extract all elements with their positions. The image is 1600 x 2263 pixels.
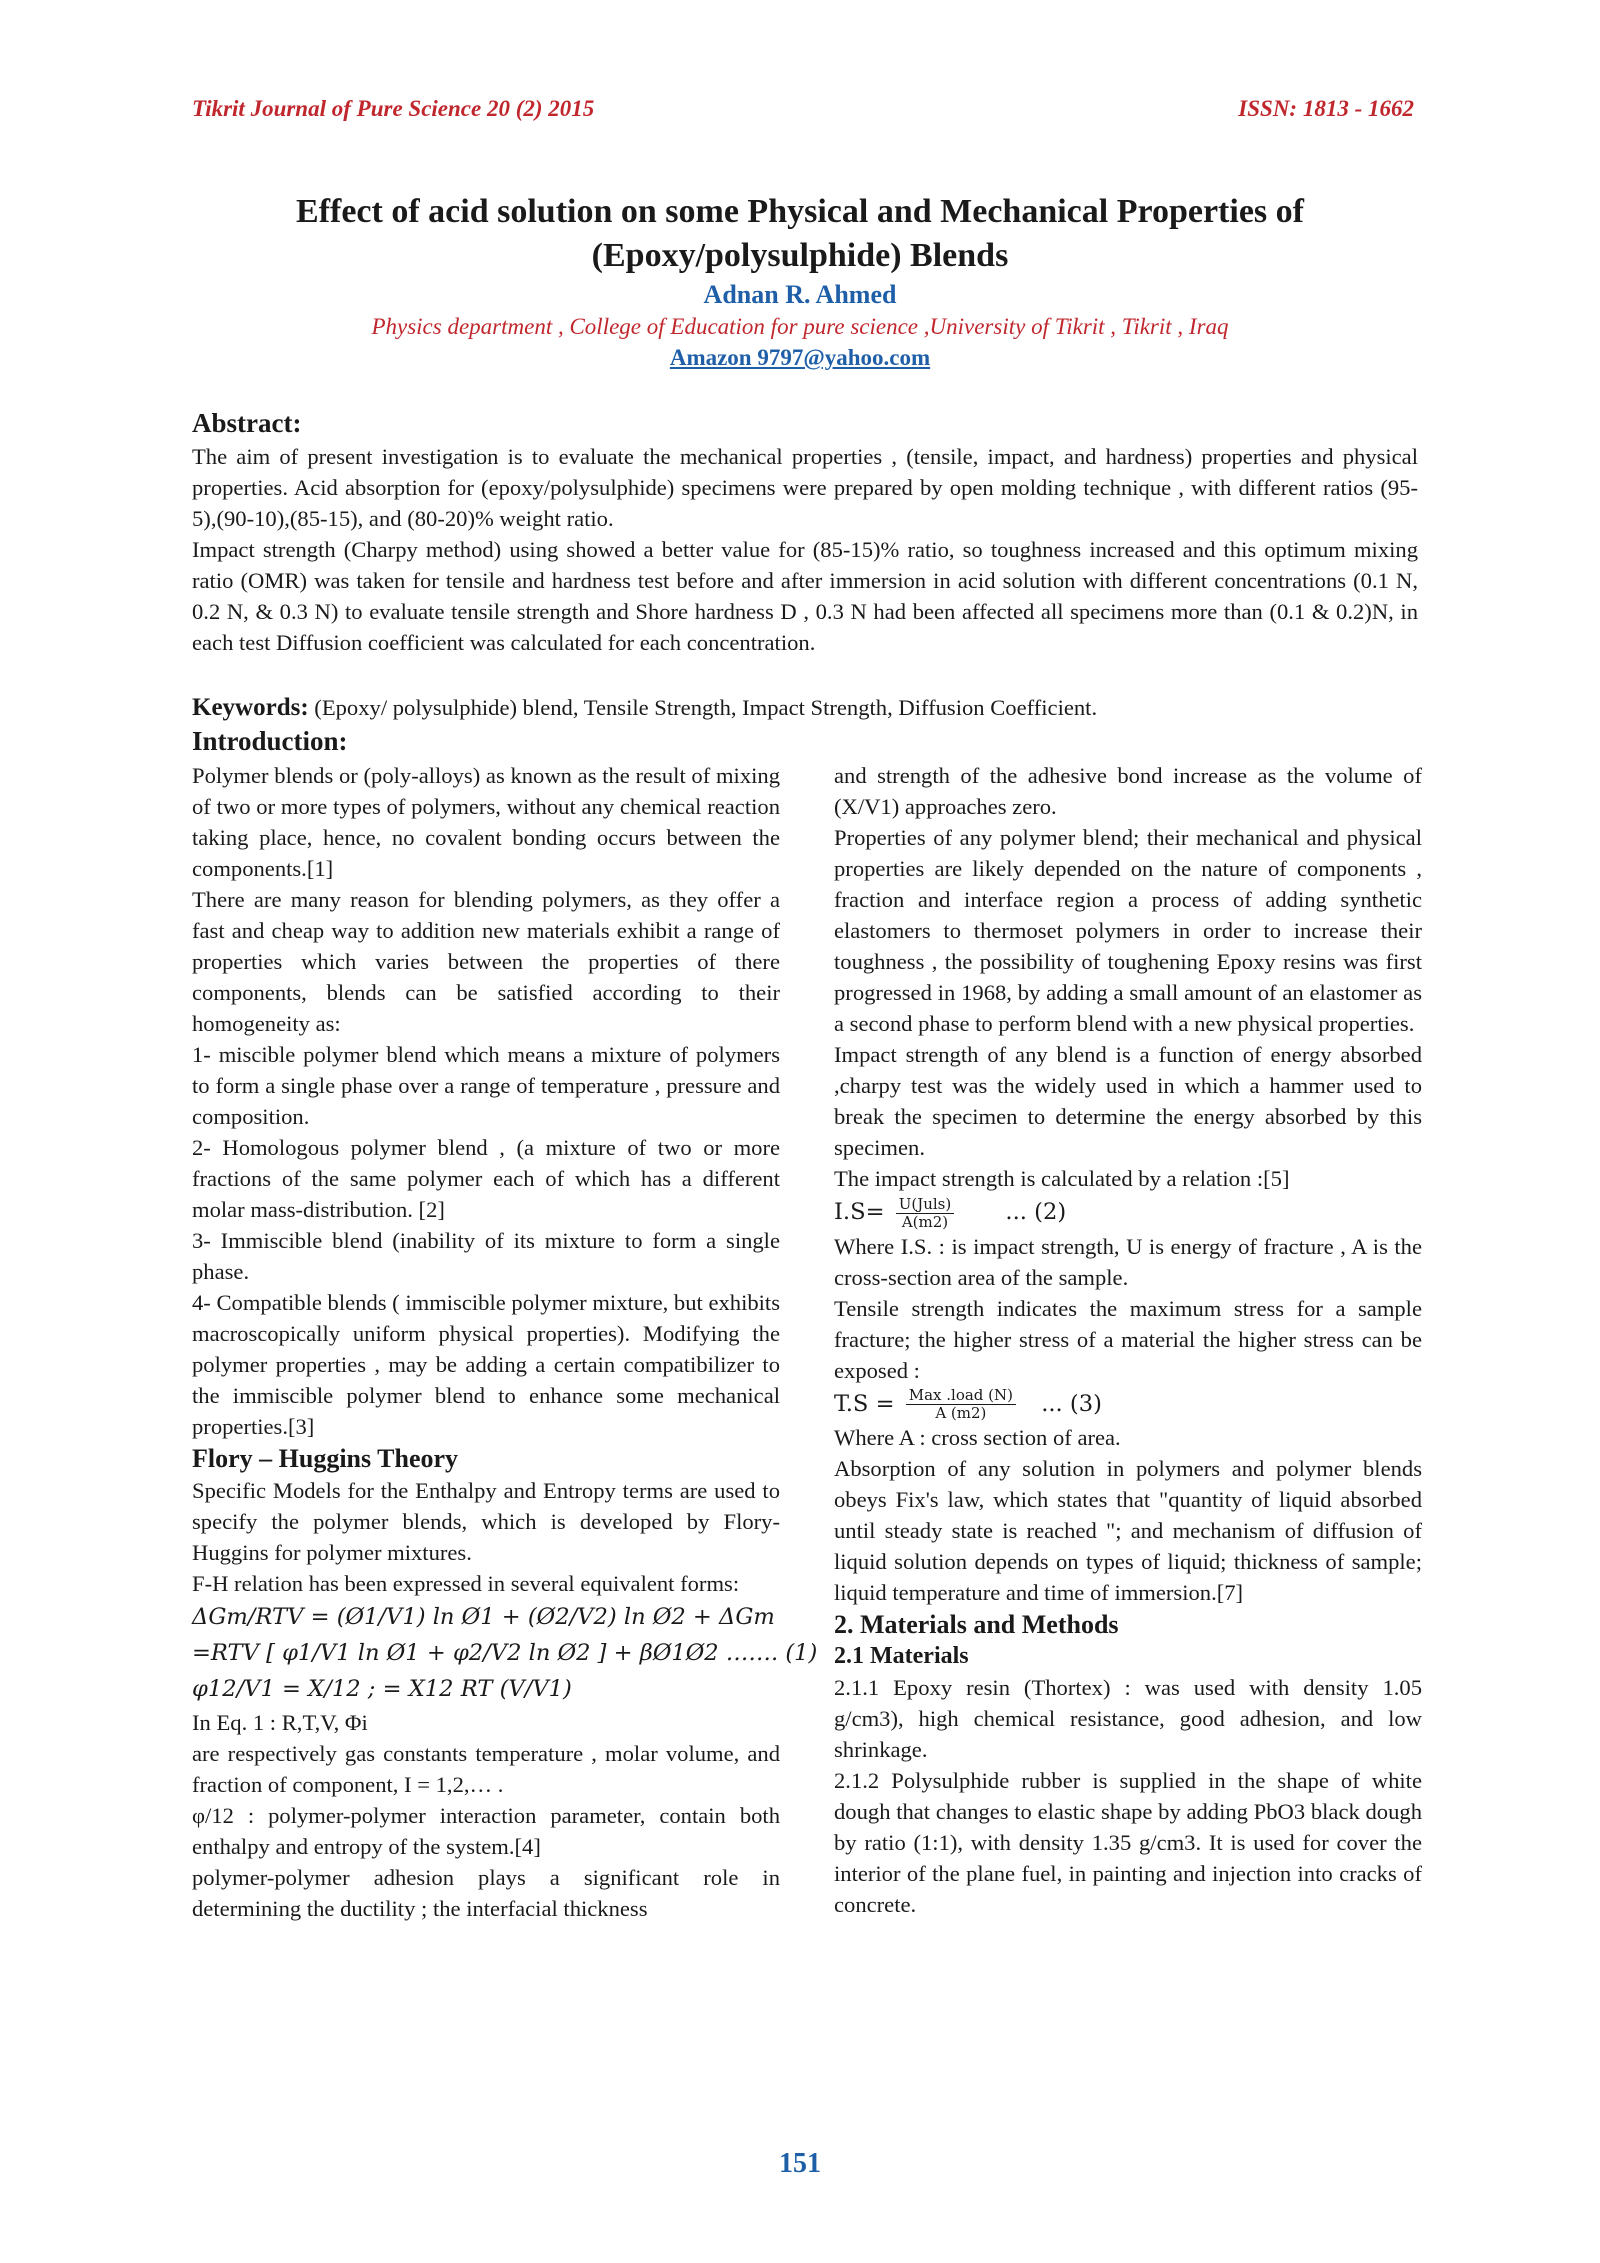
keywords-label: Keywords: bbox=[192, 694, 309, 721]
equation-fraction bbox=[896, 1196, 955, 1231]
body-paragraph: 3- Immiscible blend (inability of its mixture to form a single phase. bbox=[192, 1228, 780, 1284]
equation-fraction bbox=[906, 1387, 1016, 1422]
keywords bbox=[192, 694, 1418, 722]
body-paragraph: The impact strength is calculated by a relation :[5] bbox=[834, 1166, 1290, 1191]
equation-number: ... (2) bbox=[1005, 1199, 1067, 1225]
body-paragraph: φ/12 : polymer-polymer interaction parameter, contain both enthalpy and entropy of the system.[4] bbox=[192, 1803, 780, 1859]
section-heading: 2. Materials and Methods bbox=[834, 1610, 1119, 1639]
body-paragraph: 4- Compatible blends ( immiscible polymer mixture, but exhibits macroscopically uniform physical properties). Modifying the polymer properties , may be adding a certain compatibilizer to the immiscible polymer blend to enhance some mechanical properties.[3] bbox=[192, 1290, 780, 1439]
body-paragraph: polymer-polymer adhesion plays a significant role in determining the ductility ; the interfacial thickness bbox=[192, 1865, 780, 1921]
body-paragraph: There are many reason for blending polymers, as they offer a fast and cheap way to addition new materials exhibit a range of properties which varies between the properties of there components, blends can be satisfied according to their homogeneity as: bbox=[192, 887, 780, 1036]
body-paragraph: 2.1.2 Polysulphide rubber is supplied in the shape of white dough that changes to elastic shape by adding PbO3 black dough by ratio (1:1), with density 1.35 g/cm3. It is used for cover the interior of the plane fuel, in painting and injection into cracks of concrete. bbox=[834, 1768, 1422, 1917]
left-column bbox=[192, 760, 818, 1924]
body-paragraph: Where I.S. : is impact strength, U is energy of fracture , A is the cross-section area of the sample. bbox=[834, 1233, 1422, 1290]
body-paragraph: In Eq. 1 : R,T,V, Φi bbox=[192, 1710, 368, 1735]
equation-numerator: Max .load (N) bbox=[906, 1387, 1016, 1405]
body-paragraph: Where A : cross section of area. bbox=[834, 1425, 1121, 1450]
equation-impact-strength bbox=[834, 1194, 1422, 1231]
equation-number: ... (3) bbox=[1041, 1390, 1102, 1417]
right-column bbox=[834, 760, 1422, 1920]
equation-denominator: A (m2) bbox=[935, 1404, 987, 1422]
title-line-1: Effect of acid solution on some Physical and Mechanical Properties of bbox=[296, 193, 1304, 230]
author-email[interactable] bbox=[190, 345, 1410, 371]
introduction-heading: Introduction: bbox=[192, 726, 348, 756]
abstract-paragraph: The aim of present investigation is to evaluate the mechanical properties , (tensile, impact, and hardness) properties and physical properties. Acid absorption for (epoxy/polysulphide) specimens were prepared by open molding technique , with different ratios (95-5),(90-10),(85-15), and (80-20)% weight ratio. bbox=[192, 444, 1418, 531]
equation-tensile-strength bbox=[834, 1386, 1422, 1423]
body-paragraph: F-H relation has been expressed in several equivalent forms: bbox=[192, 1571, 740, 1596]
body-paragraph: 2- Homologous polymer blend , (a mixture of two or more fractions of the same polymer each of which has a different molar mass-distribution. [2] bbox=[192, 1135, 780, 1222]
equation-fh-1: ΔGm/RTV = (Ø1/V1) ln Ø1 + (Ø2/V2) ln Ø2 + ΔGm bbox=[192, 1604, 775, 1630]
abstract-heading: Abstract: bbox=[192, 408, 302, 438]
equation-fh-3: φ12/V1 = X/12 ; = X12 RT (V/V1) bbox=[192, 1676, 572, 1702]
body-paragraph: Properties of any polymer blend; their mechanical and physical properties are likely depended on the nature of components , fraction and interface region a process of adding synthetic elastomers to thermoset polymers in order to increase their toughness , the possibility of toughening Epoxy resins was first progressed in 1968, by adding a small amount of an elastomer as a second phase to perform blend with a new physical properties. bbox=[834, 825, 1422, 1036]
section-heading: Flory – Huggins Theory bbox=[192, 1444, 459, 1473]
equation-fh-2: =RTV [ φ1/V1 ln Ø1 + φ2/V2 ln Ø2 ] + βØ1Ø2 ……. (1) bbox=[192, 1640, 818, 1666]
issn-header: ISSN: 1813 - 1662 bbox=[1238, 96, 1414, 121]
abstract-body bbox=[192, 441, 1418, 658]
author-name: Adnan R. Ahmed bbox=[703, 280, 897, 309]
equation-lhs: T.S = bbox=[834, 1390, 895, 1417]
equation-denominator: A(m2) bbox=[901, 1212, 949, 1231]
body-paragraph: Specific Models for the Enthalpy and Entropy terms are used to specify the polymer blends, which is developed by Flory-Huggins for polymer mixtures. bbox=[192, 1478, 780, 1565]
equation-numerator: U(Juls) bbox=[896, 1196, 955, 1214]
subsection-heading: 2.1 Materials bbox=[834, 1643, 969, 1669]
body-paragraph: and strength of the adhesive bond increase as the volume of (X/V1) approaches zero. bbox=[834, 763, 1422, 819]
abstract-paragraph: Impact strength (Charpy method) using showed a better value for (85-15)% ratio, so toughness increased and this optimum mixing ratio (OMR) was taken for tensile and hardness test before and after immersion in acid solution with different concentrations (0.1 N, 0.2 N, & 0.3 N) to evaluate tensile strength and Shore hardness D , 0.3 N had been affected all specimens more than (0.1 & 0.2)N, in each test Diffusion coefficient was calculated for each concentration. bbox=[192, 537, 1418, 655]
keywords-text: (Epoxy/ polysulphide) blend, Tensile Strength, Impact Strength, Diffusion Coefficient. bbox=[308, 695, 1098, 720]
body-paragraph: 1- miscible polymer blend which means a mixture of polymers to form a single phase over a range of temperature , pressure and composition. bbox=[192, 1042, 780, 1129]
journal-header: Tikrit Journal of Pure Science 20 (2) 2015 bbox=[192, 96, 595, 121]
equation-lhs: I.S= bbox=[834, 1199, 885, 1225]
body-paragraph: Absorption of any solution in polymers and polymer blends obeys Fix's law, which states that "quantity of liquid absorbed until steady state is reached "; and mechanism of diffusion of liquid solution depends on types of liquid; thickness of sample; liquid temperature and time of immersion.[7] bbox=[834, 1456, 1422, 1605]
title-line-2: (Epoxy/polysulphide) Blends bbox=[591, 237, 1009, 274]
author-affiliation: Physics department , College of Education for pure science ,University of Tikrit , Tikrit , Iraq bbox=[371, 314, 1229, 339]
body-paragraph: Polymer blends or (poly-alloys) as known as the result of mixing of two or more types of polymers, without any chemical reaction taking place, hence, no covalent bonding occurs between the components.[1] bbox=[192, 763, 780, 881]
body-paragraph: are respectively gas constants temperature , molar volume, and fraction of component, I = 1,2,… . bbox=[192, 1741, 780, 1797]
body-paragraph: Impact strength of any blend is a function of energy absorbed ,charpy test was the widely used in which a hammer used to break the specimen to determine the energy absorbed by this specimen. bbox=[834, 1042, 1422, 1160]
body-paragraph: 2.1.1 Epoxy resin (Thortex) : was used with density 1.05 g/cm3), high chemical resistance, good adhesion, and low shrinkage. bbox=[834, 1675, 1422, 1762]
body-paragraph: Tensile strength indicates the maximum stress for a sample fracture; the higher stress of a material the higher stress can be exposed : bbox=[834, 1295, 1422, 1383]
email-link[interactable]: Amazon 9797@yahoo.com bbox=[669, 345, 931, 370]
paper-title bbox=[190, 190, 1410, 278]
page-number: 151 bbox=[779, 2148, 821, 2179]
